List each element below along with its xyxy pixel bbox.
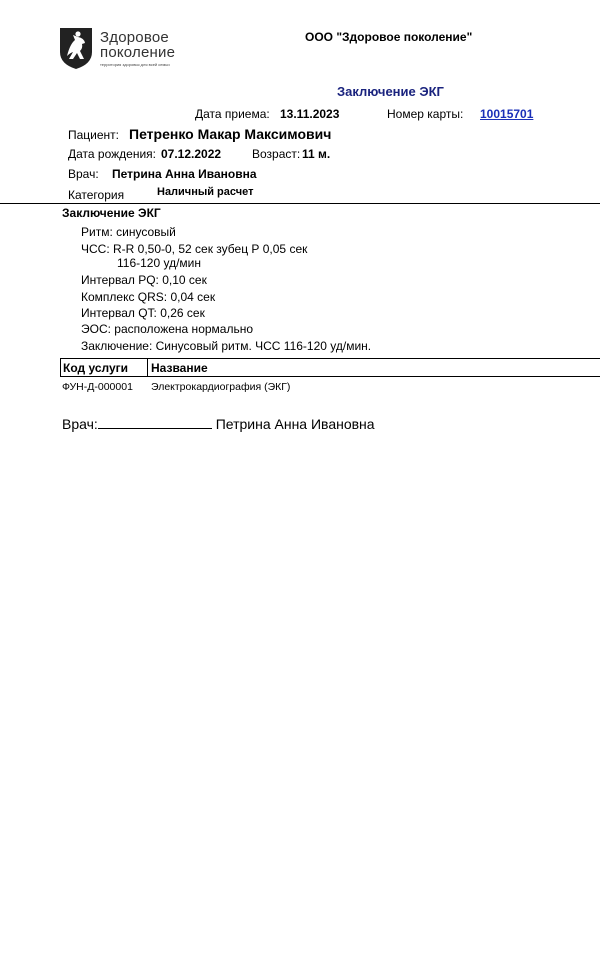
ecg-section-title: Заключение ЭКГ xyxy=(62,206,161,220)
ecg-conclusion: Заключение: Синусовый ритм. ЧСС 116-120 уд/мин. xyxy=(81,339,372,353)
divider-line xyxy=(0,203,600,204)
clinic-logo xyxy=(58,26,188,70)
ecg-heart-rate: ЧСС: R-R 0,50-0, 52 сек зубец Р 0,05 сек xyxy=(81,242,308,256)
age-value: 11 м. xyxy=(302,147,331,161)
clinic-logo-icon xyxy=(58,26,94,70)
table-column-separator xyxy=(147,358,148,377)
birth-date-value: 07.12.2022 xyxy=(161,147,222,161)
age-label: Возраст: xyxy=(252,147,301,161)
table-header-name: Название xyxy=(151,361,208,375)
doctor-label: Врач: xyxy=(68,167,99,181)
ecg-heart-rate-bpm: 116-120 уд/мин xyxy=(117,256,201,270)
ecg-rhythm: Ритм: синусовый xyxy=(81,225,176,239)
card-number-label: Номер карты: xyxy=(387,107,464,121)
patient-name: Петренко Макар Максимович xyxy=(129,126,332,142)
service-code-cell: ФУН-Д-000001 xyxy=(62,381,133,393)
table-header-bottom-border xyxy=(60,376,600,377)
category-value: Наличный расчет xyxy=(157,186,254,198)
category-label: Категория xyxy=(68,188,125,202)
doctor-name: Петрина Анна Ивановна xyxy=(112,167,257,181)
table-header-code: Код услуги xyxy=(63,361,129,375)
table-left-border xyxy=(60,358,61,377)
ecg-pq-interval: Интервал PQ: 0,10 сек xyxy=(81,273,207,287)
birth-date-label: Дата рождения: xyxy=(68,147,156,161)
signature-block xyxy=(62,416,375,432)
service-name-cell: Электрокардиография (ЭКГ) xyxy=(151,381,291,393)
signature-line xyxy=(98,416,212,429)
signature-doctor-name: Петрина Анна Ивановна xyxy=(215,416,375,432)
table-top-border xyxy=(60,358,600,359)
signature-label: Врач: xyxy=(62,416,98,432)
ecg-electrical-axis: ЭОС: расположена нормально xyxy=(81,322,254,336)
logo-text-line2: поколение xyxy=(100,44,176,61)
ecg-qt-interval: Интервал QT: 0,26 сек xyxy=(81,306,205,320)
visit-date-value: 13.11.2023 xyxy=(280,107,340,121)
logo-text-line1: Здоровое xyxy=(100,29,169,46)
visit-date-label: Дата приема: xyxy=(195,107,270,121)
logo-tagline: территория здоровья для всей семьи xyxy=(100,62,170,67)
patient-label: Пациент: xyxy=(68,128,120,142)
organization-name: ООО "Здоровое поколение" xyxy=(305,30,473,44)
document-title: Заключение ЭКГ xyxy=(337,84,444,99)
card-number-link[interactable]: 10015701 xyxy=(480,107,534,121)
ecg-qrs-complex: Комплекс QRS: 0,04 сек xyxy=(81,290,216,304)
